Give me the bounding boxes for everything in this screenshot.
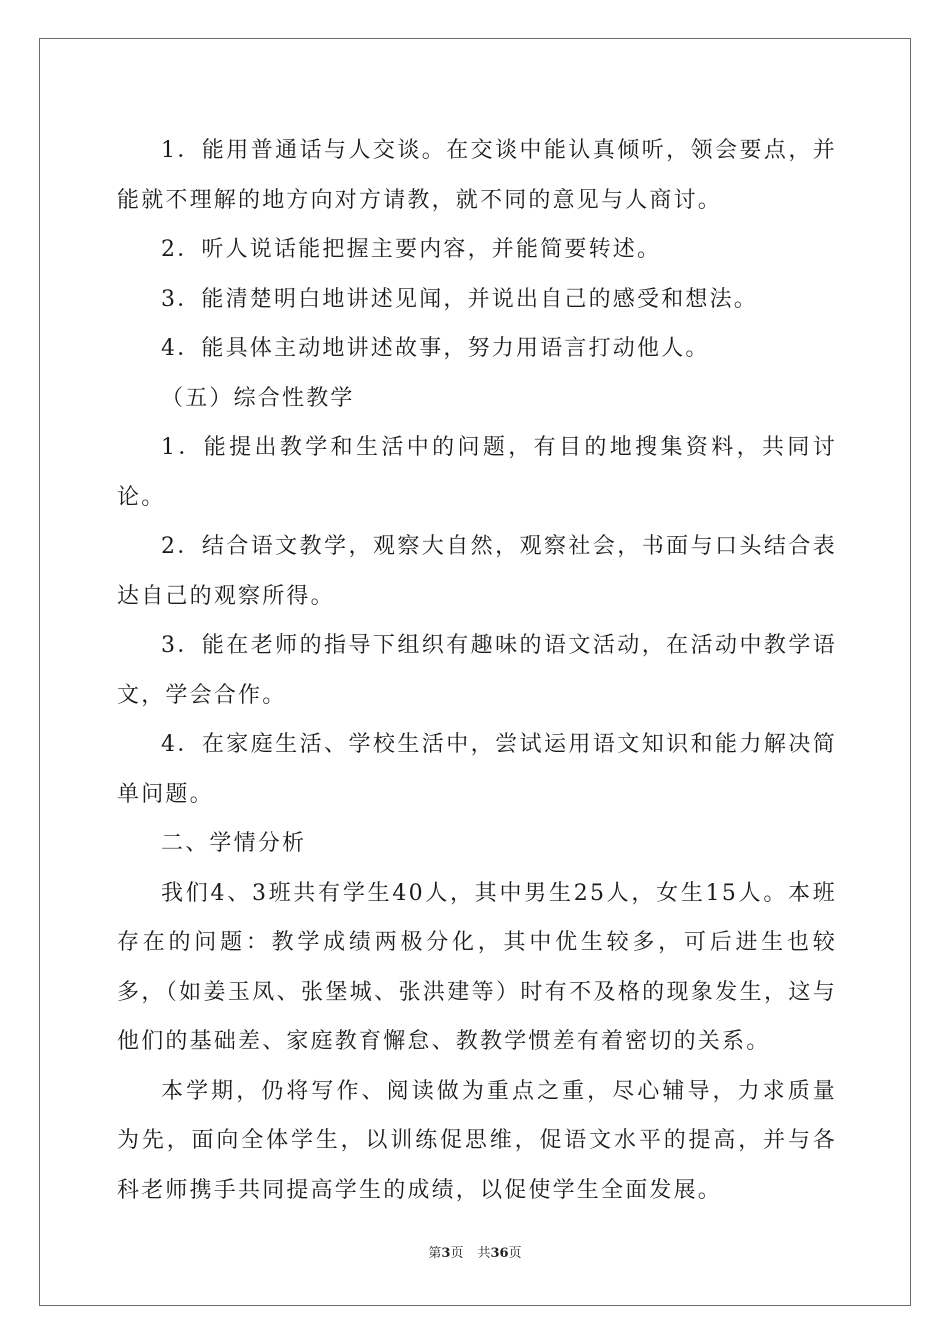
section-heading-analysis: 二、学情分析 <box>161 831 307 856</box>
paragraph-7: 3．能在老师的指导下组织有趣味的语文活动，在活动中教学语文，学会合作。 <box>117 633 837 708</box>
total-suffix: 页 <box>508 1246 522 1261</box>
page-prefix: 第 <box>428 1246 442 1261</box>
paragraph-5: 1．能提出教学和生活中的问题，有目的地搜集资料，共同讨论。 <box>117 435 837 510</box>
document-body <box>117 126 837 1215</box>
section-heading-comprehensive: （五）综合性教学 <box>161 385 355 411</box>
paragraph-8: 4．在家庭生活、学校生活中，尝试运用语文知识和能力解决简单问题。 <box>117 732 837 807</box>
paragraph-6: 2．结合语文教学，观察大自然，观察社会，书面与口头结合表达自己的观察所得。 <box>117 534 837 609</box>
paragraph-1: 1．能用普通话与人交谈。在交谈中能认真倾听，领会要点，并能就不理解的地方向对方请教，就不同的意见与人商讨。 <box>117 138 837 213</box>
page-suffix: 页 <box>450 1246 464 1261</box>
total-pages: 36 <box>490 1246 509 1261</box>
paragraph-class-situation: 我们4、3班共有学生40人，其中男生25人，女生15人。本班存在的问题：教学成绩两极分化，其中优生较多，可后进生也较多，（如姜玉凤、张堡城、张洪建等）时有不及格的现象发生，这与他们的基础差、家庭教育懈怠、教教学惯差有着密切的关系。 <box>117 880 837 1054</box>
total-prefix: 共 <box>477 1246 491 1261</box>
page-footer <box>0 1242 950 1261</box>
paragraph-2: 2．听人说话能把握主要内容，并能简要转述。 <box>161 237 662 262</box>
paragraph-semester-plan: 本学期，仍将写作、阅读做为重点之重，尽心辅导，力求质量为先，面向全体学生，以训练促思维，促语文水平的提高，并与各科老师携手共同提高学生的成绩，以促使学生全面发展。 <box>117 1078 837 1203</box>
page-number: 3 <box>441 1246 451 1261</box>
paragraph-3: 3．能清楚明白地讲述见闻，并说出自己的感受和想法。 <box>161 286 758 312</box>
paragraph-4: 4．能具体主动地讲述故事，努力用语言打动他人。 <box>161 336 710 361</box>
